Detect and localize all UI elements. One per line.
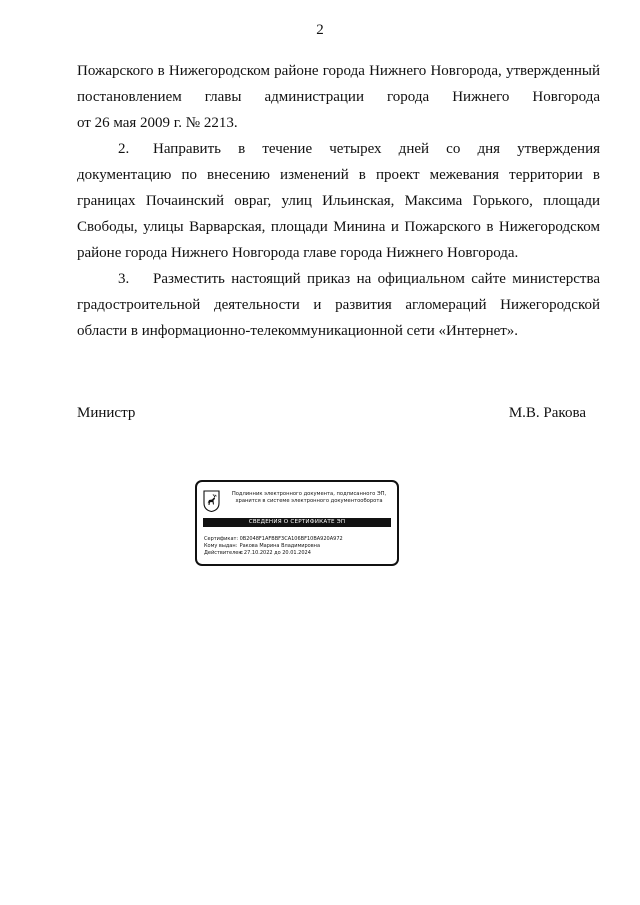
paragraph-item-2 (77, 136, 600, 266)
paragraph-item-3 (77, 266, 600, 344)
validity-line (204, 550, 343, 557)
nizhny-novgorod-deer-emblem-icon (203, 490, 220, 512)
signature-block (77, 405, 586, 422)
intro-line-3: от 26 мая 2009 г. № 2213. (77, 115, 238, 131)
signatory-position: Министр (77, 405, 136, 421)
paragraph-text: Направить в течение четырех дней со дня утверждения документацию по внесению изменений в проект межевания территории в границах Почаинский овраг, улиц Ильинская, Максима Горького, площади Свободы, улицы Варварская, площади Минина и Пожарского в Нижегородском районе города Нижнего Новгорода главе города Нижнего Новгорода. (77, 141, 600, 261)
page-number: 2 (316, 22, 324, 38)
stamp-header (223, 491, 395, 505)
owner-value: Ракова Марина Владимировна (239, 543, 321, 549)
certificate-value: 0B2048F1AFBBF3CA106BF10BA920A972 (239, 536, 343, 542)
electronic-signature-stamp (195, 480, 399, 566)
certificate-line (204, 536, 343, 543)
intro-line-2: постановлением главы администрации города Нижнего Новгорода (77, 89, 600, 105)
owner-label: Кому выдан: (204, 543, 238, 549)
paragraph-text: Разместить настоящий приказ на официальном сайте министерства градостроительной деятельности и развития агломераций Нижегородской области в информационно-телекоммуникационной сети «Интернет». (77, 271, 600, 339)
stamp-header-line: Подлинник электронного документа, подписанного ЭП, (231, 491, 387, 497)
owner-line (204, 543, 343, 550)
stamp-header-line: хранится в системе электронного документооборота (235, 498, 383, 504)
certificate-label: Сертификат: (204, 536, 239, 542)
intro-line-1: Пожарского в Нижегородском районе города Нижнего Новгорода, утвержденный (77, 63, 600, 79)
document-body (77, 58, 600, 344)
validity-value: с 27.10.2022 до 20.01.2024 (239, 550, 311, 556)
validity-label: Действителен: (204, 550, 244, 556)
stamp-title: СВЕДЕНИЯ О СЕРТИФИКАТЕ ЭП (203, 518, 391, 527)
paragraph-number: 3. (118, 271, 130, 287)
stamp-details (204, 536, 343, 557)
paragraph-number: 2. (118, 141, 130, 157)
signatory-name: М.В. Ракова (508, 405, 586, 421)
